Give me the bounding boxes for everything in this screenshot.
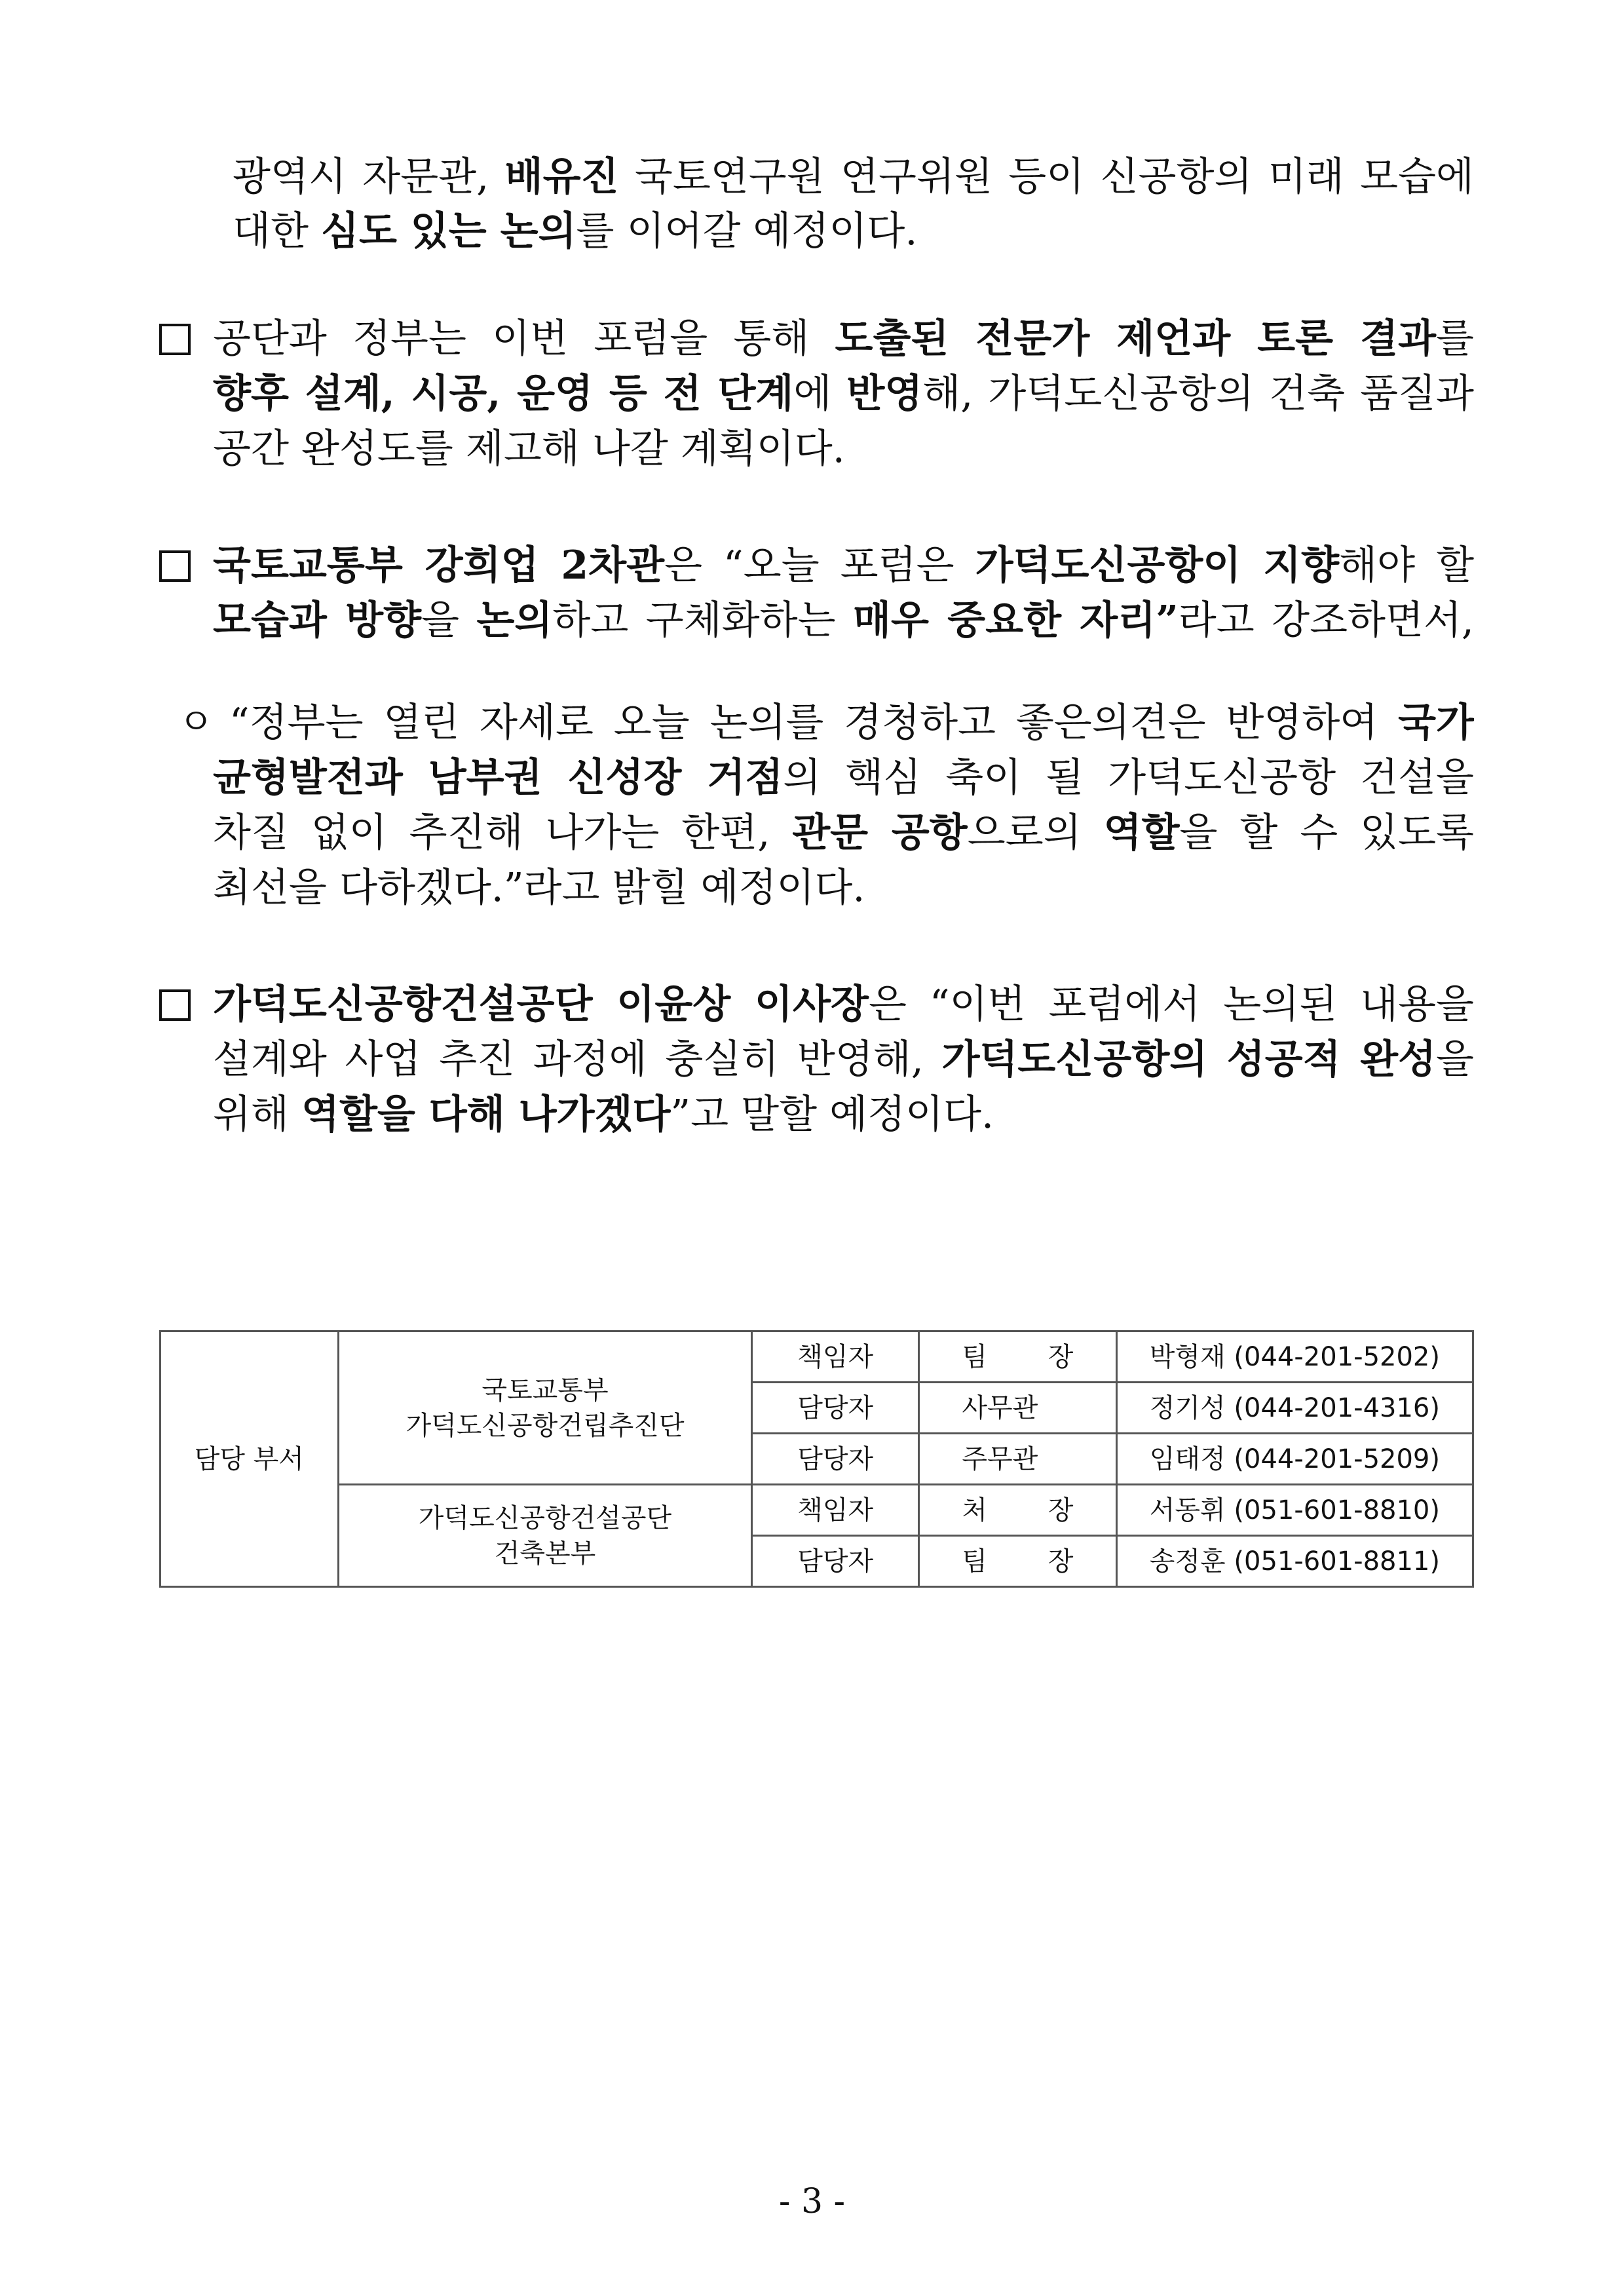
bold-run: 향후 설계, 시공, 운영 등 전 단계 [213,371,794,417]
text-run: 해, 가덕도신공항의 건축 품질과 [922,371,1474,417]
bold-run: 가덕도신공항건설공단 이윤상 이사장 [213,982,869,1027]
bold-run: 도출된 전문가 제언과 토론 결과 [835,316,1437,362]
dept1-cell [338,1331,752,1485]
dept2-name: 가덕도신공항건설공단 [418,1502,672,1533]
para2-line2 [213,591,1474,650]
text-run: 하고 구체화하는 [552,598,853,643]
position-cell [919,1434,1117,1485]
table-row [161,1331,1473,1383]
position-cell [919,1383,1117,1434]
bold-run: 가덕도신공항의 성공적 완성 [941,1037,1437,1082]
para3-line2 [213,748,1474,807]
text-run: 대한 [233,208,321,254]
role-cell: 책임자 [752,1331,919,1383]
text-run: 광역시 자문관, [233,154,505,200]
checkbox-bullet-icon [159,324,191,355]
bold-run: 심도 있는 논의 [321,208,576,254]
text-run: 을 할 수 있도록 [1179,810,1474,856]
text-run: 을 [421,598,477,643]
bold-run: 배유진 [504,154,619,200]
role-cell: 담당자 [752,1434,919,1485]
role-cell: 담당자 [752,1383,919,1434]
text-run: 해야 할 [1339,543,1474,588]
person-cell: 임태정 (044-201-5209) [1116,1434,1473,1485]
bold-run: 논의 [476,598,553,643]
person-cell: 정기성 (044-201-4316) [1116,1383,1473,1434]
bold-run: 역할 [1103,810,1180,856]
person-cell: 서동휘 (051-601-8810) [1116,1485,1473,1536]
para0-line2 [233,202,1474,261]
page-number: - 3 - [778,2182,846,2221]
text-run: 은 “이번 포럼에서 논의된 내용을 [868,982,1474,1027]
bold-run: 역할을 다해 나가겠다 [301,1092,671,1138]
position-text: 팀 장 [962,1546,1074,1577]
para1-line1 [213,309,1474,368]
position-text: 팀 장 [962,1341,1074,1372]
text-run: 를 [1436,316,1474,362]
bold-run: 가덕도신공항이 지향 [975,543,1340,588]
checkbox-bullet-icon [159,989,191,1021]
para3-line1 [229,693,1474,752]
bold-run: 국가 [1398,700,1474,746]
para1-line2 [213,364,1474,423]
text-run: 국토연구원 연구위원 등이 신공항의 미래 모습에 [618,154,1474,200]
text-run: 의 핵심 축이 될 가덕도신공항 건설을 [783,755,1474,801]
para3-line4: 최선을 다하겠다.”라고 밝힐 예정이다. [213,865,865,911]
role-cell: 책임자 [752,1485,919,1536]
para1-line3: 공간 완성도를 제고해 나갈 계획이다. [213,426,845,472]
position-cell [919,1485,1117,1536]
bold-run: 매우 중요한 자리” [853,598,1179,643]
dept1-subname: 가덕도신공항건립추진단 [406,1410,685,1441]
table-row [161,1485,1473,1536]
dept2-cell [338,1485,752,1587]
position-cell [919,1331,1117,1383]
bold-run: 반영 [846,371,923,417]
person-cell: 박형재 (044-201-5202) [1116,1331,1473,1383]
checkbox-bullet-icon [159,550,191,582]
person-cell: 송정훈 (051-601-8811) [1116,1536,1473,1587]
text-run: 차질 없이 추진해 나가는 한편, [213,810,793,856]
para2-line1 [213,536,1474,595]
text-run: 공단과 정부는 이번 포럼을 통해 [213,316,835,362]
position-cell [919,1536,1117,1587]
bold-run: 모습과 방향 [213,598,422,643]
circle-bullet-icon: ㅇ [178,701,214,744]
dept1-name: 국토교통부 [482,1375,609,1406]
contact-table [159,1330,1474,1588]
position-text: 처 장 [962,1495,1074,1525]
para0-line1 [233,147,1474,206]
bold-run: 균형발전과 남부권 신성장 거점 [213,755,784,801]
para4-line1 [213,975,1474,1034]
para4-line2 [213,1030,1474,1089]
text-run: 으로의 [967,810,1104,856]
dept2-subname: 건축본부 [494,1538,596,1569]
text-run: 에 [793,371,847,417]
role-cell: 담당자 [752,1536,919,1587]
dept-header-cell: 담당 부서 [161,1331,339,1587]
text-run: 를 이어갈 예정이다. [576,208,918,254]
text-run: 설계와 사업 추진 과정에 충실히 반영해, [213,1037,942,1082]
text-run: 을 [1436,1037,1474,1082]
para3-line3 [213,803,1474,862]
text-run: 위해 [213,1092,301,1138]
text-run: 은 “오늘 포럼은 [664,543,975,588]
text-run: ”고 말할 예정이다. [670,1092,994,1138]
bold-run: 국토교통부 강희업 2차관 [213,543,665,588]
text-run: 라고 강조하면서, [1178,598,1474,643]
position-text: 주무관 [962,1444,1038,1474]
text-run: “정부는 열린 자세로 오늘 논의를 경청하고 좋은의견은 반영하여 [229,700,1399,746]
para4-line3 [213,1085,1474,1144]
position-text: 사무관 [962,1392,1038,1423]
bold-run: 관문 공항 [792,810,968,856]
